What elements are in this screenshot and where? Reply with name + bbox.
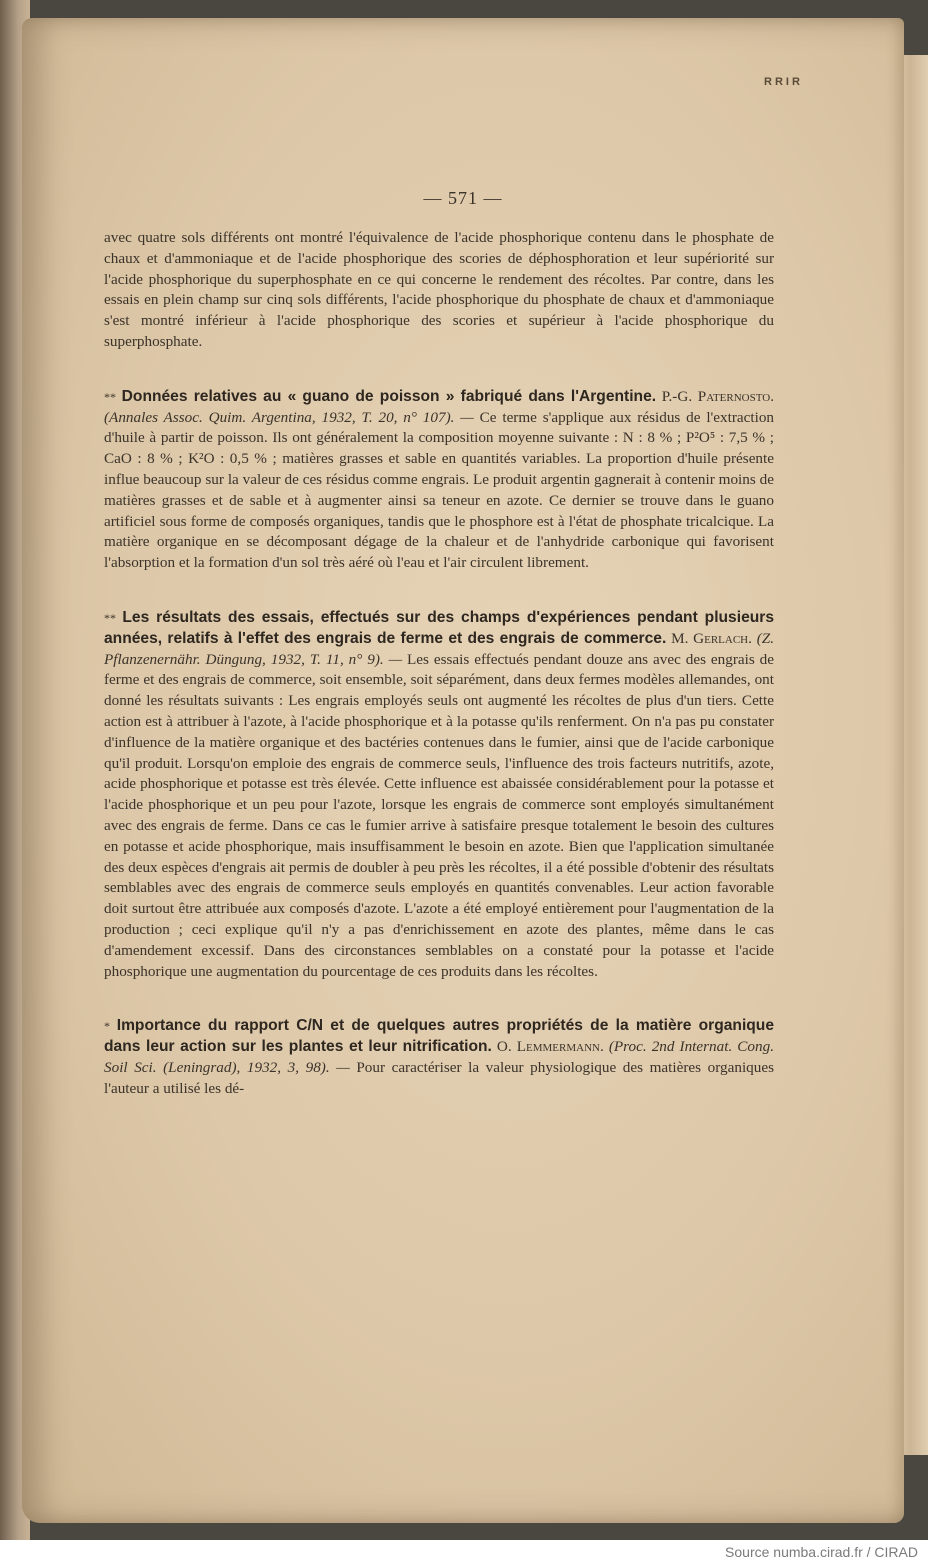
book-page: [22, 18, 904, 1523]
paragraph-continuation: [104, 228, 774, 353]
paragraph-body: Pour caractériser la valeur physiologique des matières organiques l'auteur a utilisé les dé-: [104, 1058, 774, 1097]
paragraph-engrais: [104, 608, 774, 982]
citation-reference: (Z. Pflanzenernähr. Düngung, 1932, T. 11, n° 9). —: [104, 629, 775, 668]
source-footer: [0, 1540, 928, 1566]
paragraph-body: Ce terme s'applique aux résidus de l'extraction d'huile à partir de poisson. Ils ont généralement la composition moyenne suivante : N : 8 % ; P²O⁵ : 7,5 % ; CaO : 8 % ; K²O : 0,5 % ; matières grasses et sable en quantités variables. La proportion d'huile présente influe beaucoup sur la valeur de ces résidus comme engrais. Le produit argentin gagnerait à contenir moins de matières grasses et de sable et à augmenter ainsi sa teneur en azote. Ce dernier se trouve dans le guano artificiel sous forme de composés organiques, tandis que le phosphore est à l'état de phosphate tricalcique. La matière organique en se décomposant dégage de la chaleur et de l'anhydride carbonique qui favorisent l'absorption et la formation d'un sol très aéré où l'eau et l'air circulent librement.: [104, 408, 775, 572]
paragraph-heading: Importance du rapport C/N et de quelques autres propriétés de la matière organique dans leur action sur les plantes et leur nitrification.: [104, 1017, 775, 1056]
importance-stars: *: [104, 1019, 110, 1034]
paragraph-heading: Données relatives au « guano de poisson » fabriqué dans l'Argentine.: [121, 387, 657, 405]
citation-reference: (Annales Assoc. Quim. Argentina, 1932, T. 20, n° 107). —: [104, 408, 474, 426]
importance-stars: **: [104, 610, 116, 625]
page-number: — 571 —: [423, 188, 503, 208]
citation-author: M. Gerlach.: [671, 629, 752, 647]
citation-reference: (Proc. 2nd Internat. Cong. Soil Sci. (Leningrad), 1932, 3, 98). —: [104, 1038, 775, 1076]
citation-author: O. Lemmermann.: [496, 1038, 604, 1056]
paragraph-body: Les essais effectués pendant douze ans avec des engrais de ferme et des engrais de commerce, soit ensemble, soit séparément, dans deux fermes modèles allemandes, ont donné les résultats suivants : Les engrais employés seuls ont augmenté les récoltes de plus d'un tiers. Cette action est à attribuer à l'azote, à l'acide phosphorique et à la potasse qu'ils renferment. On n'a pas pu constater d'influence de la matière organique et des bactéries contenues dans le fumier, ainsi que de l'acide carbonique qu'il produit. Lorsqu'on emploie des engrais de commerce seuls, l'influence des trois facteurs nutritifs, azote, acide phosphorique et potasse est très élevée. Cette influence est abaissée considérablement pour la potasse et l'acide phosphorique et un peu pour l'azote, lorsque les engrais de commerce sont employés simultanément avec des engrais de ferme. Dans ce cas le fumier arrive à satisfaire presque totalement le besoin des cultures en potasse et acide phosphorique, mais insuffisamment le besoin en azote. Bien que l'application simultanée des deux espèces d'engrais ait permis de doubler à peu près les récoltes, il a été possible d'obtenir des résultats semblables avec des engrais de commerce seuls employés en quantités convenables. Leur action favorable doit surtout être attribuée aux composés d'azote. L'azote a été employé entièrement pour l'augmentation de la production ; ceci explique qu'il n'y a pas d'enrichissement en azote des plantes, même dans le cas d'amendement excessif. Dans des circonstances semblables on a constaté pour la potasse et l'acide phosphorique une augmentation du pourcentage de ces produits dans les récoltes.: [104, 650, 774, 980]
paragraph-guano: [104, 387, 774, 574]
paragraph-body: avec quatre sols différents ont montré l'équivalence de l'acide phosphorique contenu dans le phosphate de chaux et d'ammoniaque et de l'acide phosphorique des scories de déphosphoration et leur supériorité sur l'acide phosphorique du superphosphate en ce qui concerne le rendement des récoltes. Par contre, dans les essais en plein champ sur cinq sols différents, l'acide phosphorique du phosphate de chaux et d'ammoniaque s'est montré inférieur à l'acide phosphorique des scories et supérieur à l'acide phosphorique du superphosphate.: [104, 229, 774, 350]
citation-author: P.-G. Paternosto.: [661, 387, 774, 405]
source-credit: Source numba.cirad.fr / CIRAD: [725, 1544, 918, 1560]
importance-stars: **: [104, 389, 116, 404]
page-content: [104, 228, 774, 1099]
top-mark: RRIR: [764, 76, 803, 88]
paragraph-heading: Les résultats des essais, effectués sur des champs d'expériences pendant plusieurs années, relatifs à l'effet des engrais de ferme et des engrais de commerce.: [104, 608, 775, 647]
paragraph-cn-ratio: [104, 1016, 774, 1099]
